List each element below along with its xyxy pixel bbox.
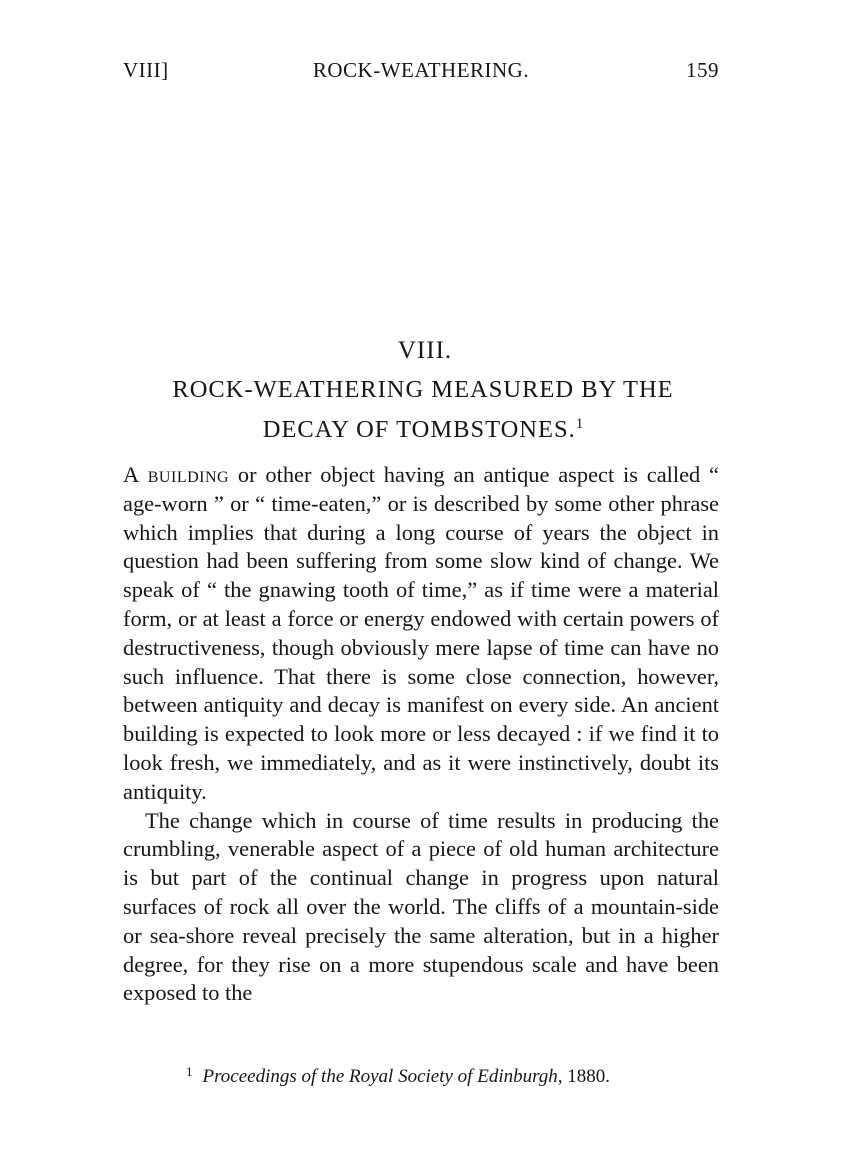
footnote-mark: 1 xyxy=(186,1064,193,1079)
chapter-title xyxy=(123,373,723,447)
paragraph-lead: A building xyxy=(123,462,230,487)
chapter-title-line2 xyxy=(123,407,723,447)
paragraph-1-text: or other object having an antique aspect is called “ age-worn ” or “ time-eaten,” or is described by some other phrase which implies that during a long course of years the object in question had been suffering from some slow kind of change. We speak of “ the gnawing tooth of time,” as if time were a material form, or at least a force or energy endowed with certain powers of destructiveness, though obviously mere lapse of time can have no such influence. That there is some close connection, however, between antiquity and decay is manifest on every side. An ancient building is expected to look more or less decayed : if we find it to look fresh, we immediately, and as it were instinctively, doubt its antiquity. xyxy=(123,462,719,804)
page-number: 159 xyxy=(686,58,719,82)
footnote-reference: 1 xyxy=(575,416,584,432)
footnote-year: 1880. xyxy=(562,1066,611,1087)
chapter-marker: VIII] xyxy=(123,58,169,82)
footnote-source-title: Proceedings of the Royal Society of Edinburgh, xyxy=(202,1066,563,1087)
footnote xyxy=(186,1064,706,1088)
paragraph-1 xyxy=(123,461,719,807)
paragraph-2: The change which in course of time results in producing the crumbling, venerable aspect of a piece of old human architecture is but part of the continual change in progress upon natural surfaces of rock all over the world. The cliffs of a mountain-side or sea-shore reveal precisely the same alteration, but in a higher degree, for they rise on a more stupendous scale and have been exposed to the xyxy=(123,807,719,1006)
running-title: ROCK-WEATHERING. xyxy=(312,58,530,82)
chapter-title-line1: ROCK-WEATHERING MEASURED BY THE xyxy=(172,376,674,403)
chapter-title-line2-text: DECAY OF TOMBSTONES. xyxy=(262,416,576,443)
running-head xyxy=(123,58,719,88)
body-text xyxy=(123,461,719,1008)
chapter-number: VIII. xyxy=(397,337,453,364)
